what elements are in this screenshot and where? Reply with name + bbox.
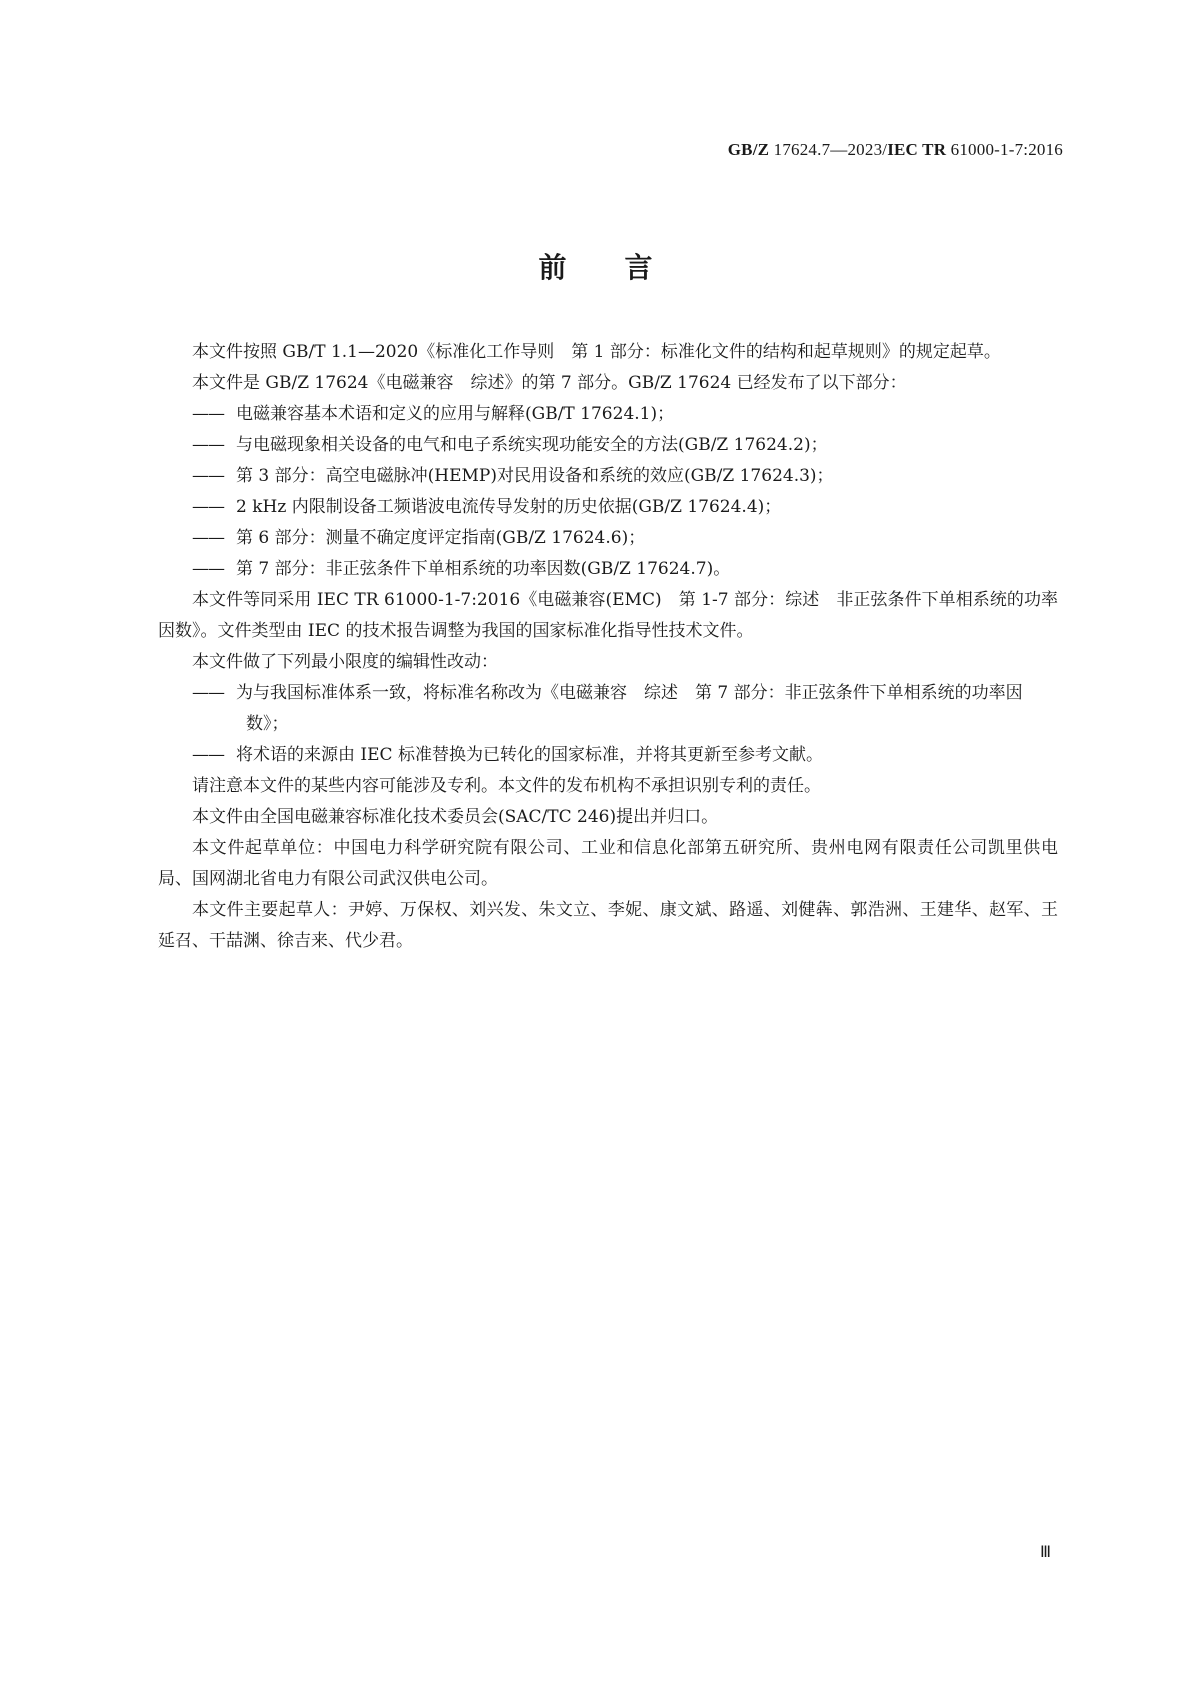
paragraph: 请注意本文件的某些内容可能涉及专利。本文件的发布机构不承担识别专利的责任。: [192, 776, 821, 796]
list-item-text: 第 6 部分：测量不确定度评定指南(GB/Z 17624.6)；: [236, 528, 646, 548]
dash-marker: ——: [192, 435, 224, 455]
dash-marker: ——: [192, 466, 224, 486]
dash-marker: ——: [192, 404, 224, 424]
list-item: [158, 554, 1058, 585]
paragraph: 本文件是 GB/Z 17624《电磁兼容 综述》的第 7 部分。GB/Z 17624 已经发布了以下部分：: [192, 373, 907, 393]
code-number: 17624.7—2023/: [769, 140, 888, 159]
list-item: [158, 492, 1058, 523]
list-item: [158, 678, 1058, 740]
paragraph: 本文件按照 GB/T 1.1—2020《标准化工作导则 第 1 部分：标准化文件的结构和起草规则》的规定起草。: [192, 342, 1001, 362]
page-number: Ⅲ: [1039, 1544, 1051, 1561]
paragraph: 本文件等同采用 IEC TR 61000-1-7:2016《电磁兼容(EMC) 第 1-7 部分：综述 非正弦条件下单相系统的功率因数》。文件类型由 IEC 的技术报告调整为我国的国家标准化指导性技术文件。: [158, 590, 1058, 641]
foreword-body: [158, 337, 1058, 957]
list-item: [158, 740, 1058, 771]
list-item: [158, 430, 1058, 461]
page-title: 前言: [538, 251, 711, 284]
paragraph: 本文件主要起草人：尹婷、万保权、刘兴发、朱文立、李妮、康文斌、路遥、刘健犇、郭浩洲、王建华、赵军、王延召、干喆渊、徐吉来、代少君。: [158, 900, 1058, 951]
paragraph: 本文件做了下列最小限度的编辑性改动：: [192, 652, 498, 672]
list-item-text: 将术语的来源由 IEC 标准替换为已转化的国家标准，并将其更新至参考文献。: [236, 745, 823, 765]
dash-marker: ——: [192, 559, 224, 579]
dash-marker: ——: [192, 497, 224, 517]
dash-marker: ——: [192, 528, 224, 548]
code-rest: 61000-1-7:2016: [946, 140, 1063, 159]
code-iec: IEC TR: [887, 140, 947, 159]
list-item-text: 电磁兼容基本术语和定义的应用与解释(GB/T 17624.1)；: [236, 404, 675, 424]
list-item-text: 为与我国标准体系一致，将标准名称改为《电磁兼容 综述 第 7 部分：非正弦条件下单相系统的功率因数》；: [236, 683, 1023, 734]
list-item-text: 与电磁现象相关设备的电气和电子系统实现功能安全的方法(GB/Z 17624.2)；: [236, 435, 828, 455]
document-code: [728, 140, 1063, 160]
list-item: [158, 399, 1058, 430]
paragraph: 本文件由全国电磁兼容标准化技术委员会(SAC/TC 246)提出并归口。: [192, 807, 719, 827]
dash-marker: ——: [192, 683, 224, 703]
paragraph: 本文件起草单位：中国电力科学研究院有限公司、工业和信息化部第五研究所、贵州电网有限责任公司凯里供电局、国网湖北省电力有限公司武汉供电公司。: [158, 838, 1058, 889]
list-item-text: 2 kHz 内限制设备工频谐波电流传导发射的历史依据(GB/Z 17624.4)；: [236, 497, 782, 517]
list-item-text: 第 3 部分：高空电磁脉冲(HEMP)对民用设备和系统的效应(GB/Z 17624.3)；: [236, 466, 834, 486]
list-item: [158, 523, 1058, 554]
list-item: [158, 461, 1058, 492]
code-prefix: GB/Z: [727, 140, 770, 159]
list-item-text: 第 7 部分：非正弦条件下单相系统的功率因数(GB/Z 17624.7)。: [236, 559, 731, 579]
dash-marker: ——: [192, 745, 224, 765]
